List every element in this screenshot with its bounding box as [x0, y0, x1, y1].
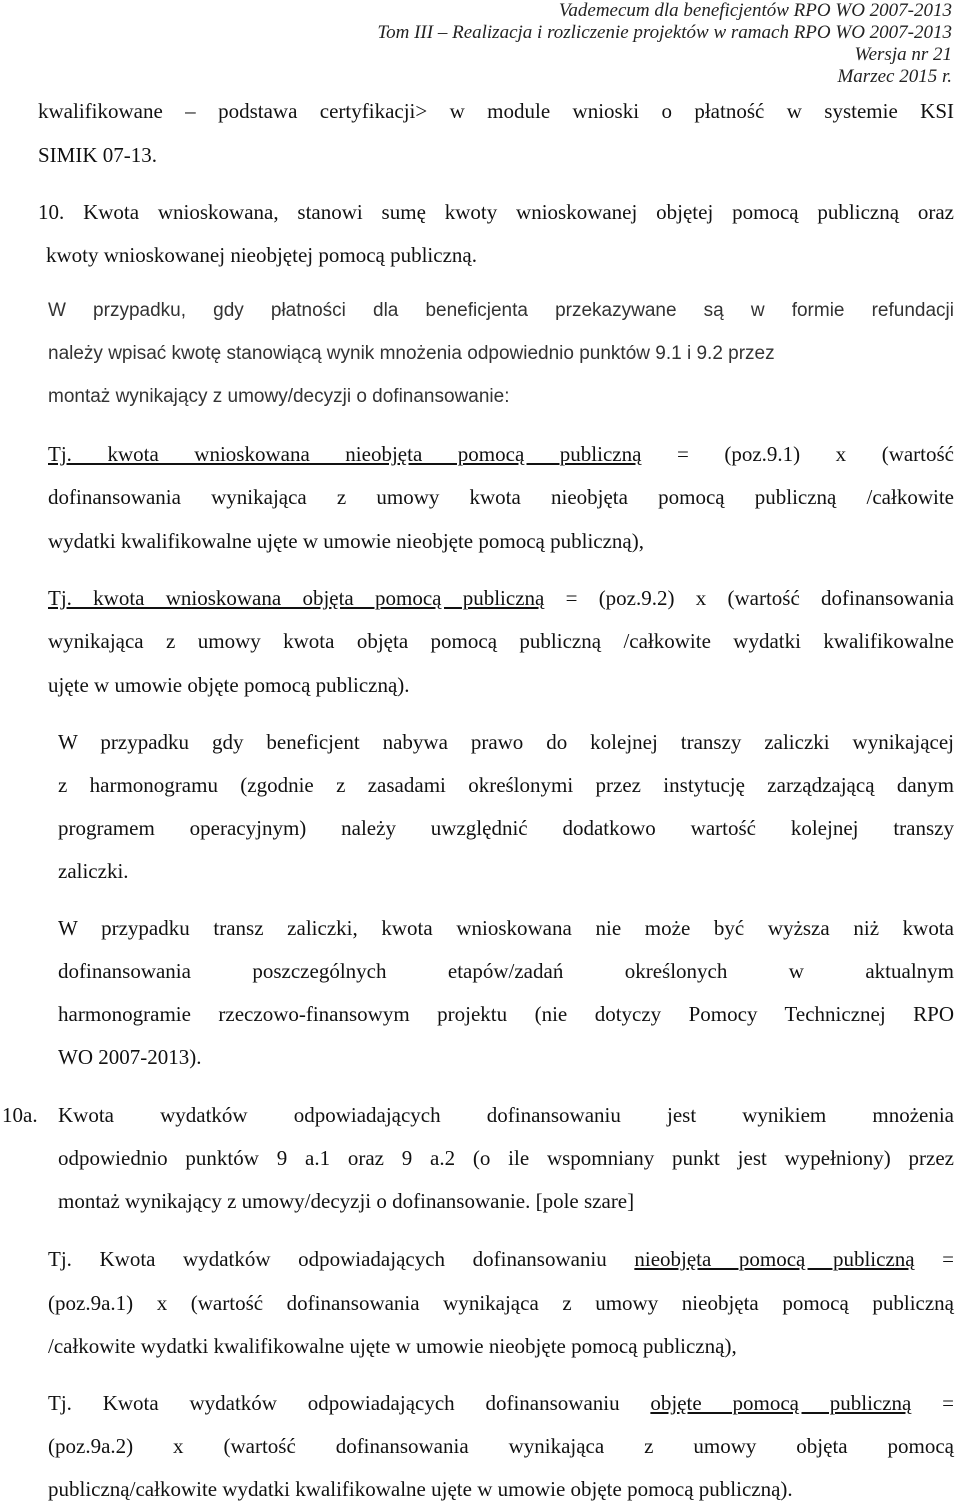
- text-line: WO 2007-2013).: [58, 1045, 202, 1069]
- text-line: montaż wynikający z umowy/decyzji o dofinansowanie. [pole szare]: [58, 1189, 635, 1213]
- text-line: kwalifikowane – podstawa certyfikacji> w module wnioski o płatność w systemie KSI: [38, 99, 954, 123]
- document-header: [377, 0, 952, 88]
- text-line: publiczną/całkowite wydatki kwalifikowalne ujęte w umowie objęte pomocą publiczną).: [48, 1477, 793, 1501]
- text-line: /całkowite wydatki kwalifikowalne ujęte w umowie nieobjęte pomocą publiczną),: [48, 1334, 737, 1358]
- formula-text: =: [911, 1391, 955, 1415]
- header-title: Vademecum dla beneficjentów RPO WO 2007-2013: [558, 0, 952, 21]
- text-line: dofinansowania wynikająca z umowy kwota nieobjęta pomocą publiczną /całkowite: [48, 485, 954, 509]
- text-line: wydatki kwalifikowalne ujęte w umowie nieobjęte pomocą publiczną),: [48, 529, 644, 553]
- text-line: zaliczki.: [58, 859, 129, 883]
- text-line: z harmonogramu (zgodnie z zasadami określonymi przez instytucję zarządzającą danym: [58, 773, 954, 797]
- header-version: Wersja nr 21: [854, 44, 952, 65]
- formula-text: Tj. Kwota wydatków odpowiadających dofinansowaniu: [48, 1391, 651, 1415]
- text-line: (poz.9a.2) x (wartość dofinansowania wynikająca z umowy objęta pomocą: [48, 1434, 954, 1458]
- formula-text: =: [914, 1247, 955, 1271]
- list-number: 10a.: [2, 1103, 38, 1127]
- underlined-text: objęte pomocą publiczną: [650, 1391, 912, 1415]
- text-line: SIMIK 07-13.: [38, 143, 157, 167]
- formula-text: = (poz.9.1) x (wartość: [641, 442, 954, 466]
- header-date: Marzec 2015 r.: [837, 66, 952, 87]
- list-item-10a: Kwota wydatków odpowiadających dofinansowaniu jest wynikiem mnożenia: [58, 1103, 954, 1127]
- formula-text: = (poz.9.2) x (wartość dofinansowania: [544, 586, 954, 610]
- text-line: dofinansowania poszczególnych etapów/zadań określonych w aktualnym: [58, 959, 954, 983]
- text-line: W przypadku transz zaliczki, kwota wnioskowana nie może być wyższa niż kwota: [58, 916, 954, 940]
- underlined-text: nieobjęta pomocą publiczną: [634, 1247, 915, 1271]
- header-volume: Tom III – Realizacja i rozliczenie projektów w ramach RPO WO 2007-2013: [377, 22, 952, 43]
- text-line: W przypadku, gdy płatności dla beneficjenta przekazywane są w formie refundacji: [48, 300, 954, 321]
- underlined-text: Tj. kwota wnioskowana objęta pomocą publiczną: [48, 586, 545, 610]
- text-line: odpowiednio punktów 9 a.1 oraz 9 a.2 (o ile wspomniany punkt jest wypełniony) przez: [58, 1146, 954, 1170]
- text-line: (poz.9a.1) x (wartość dofinansowania wynikająca z umowy nieobjęta pomocą publiczną: [48, 1291, 954, 1315]
- underlined-text: Tj. kwota wnioskowana nieobjęta pomocą publiczną: [48, 442, 642, 466]
- text-line: montaż wynikający z umowy/decyzji o dofinansowanie:: [48, 386, 510, 407]
- text-line: kwoty wnioskowanej nieobjętej pomocą publiczną.: [46, 243, 477, 267]
- text-line: W przypadku gdy beneficjent nabywa prawo do kolejnej transzy zaliczki wynikającej: [58, 730, 954, 754]
- list-item-10: 10. Kwota wnioskowana, stanowi sumę kwoty wnioskowanej objętej pomocą publiczną oraz: [38, 200, 954, 224]
- text-line: harmonogramie rzeczowo-finansowym projektu (nie dotyczy Pomocy Technicznej RPO: [58, 1002, 954, 1026]
- formula-text: Tj. Kwota wydatków odpowiadających dofinansowaniu: [48, 1247, 635, 1271]
- text-line: wynikająca z umowy kwota objęta pomocą publiczną /całkowite wydatki kwalifikowalne: [48, 629, 954, 653]
- text-line: należy wpisać kwotę stanowiącą wynik mnożenia odpowiednio punktów 9.1 i 9.2 przez: [48, 343, 775, 364]
- text-line: ujęte w umowie objęte pomocą publiczną).: [48, 673, 410, 697]
- text-line: programem operacyjnym) należy uwzględnić dodatkowo wartość kolejnej transzy: [58, 816, 954, 840]
